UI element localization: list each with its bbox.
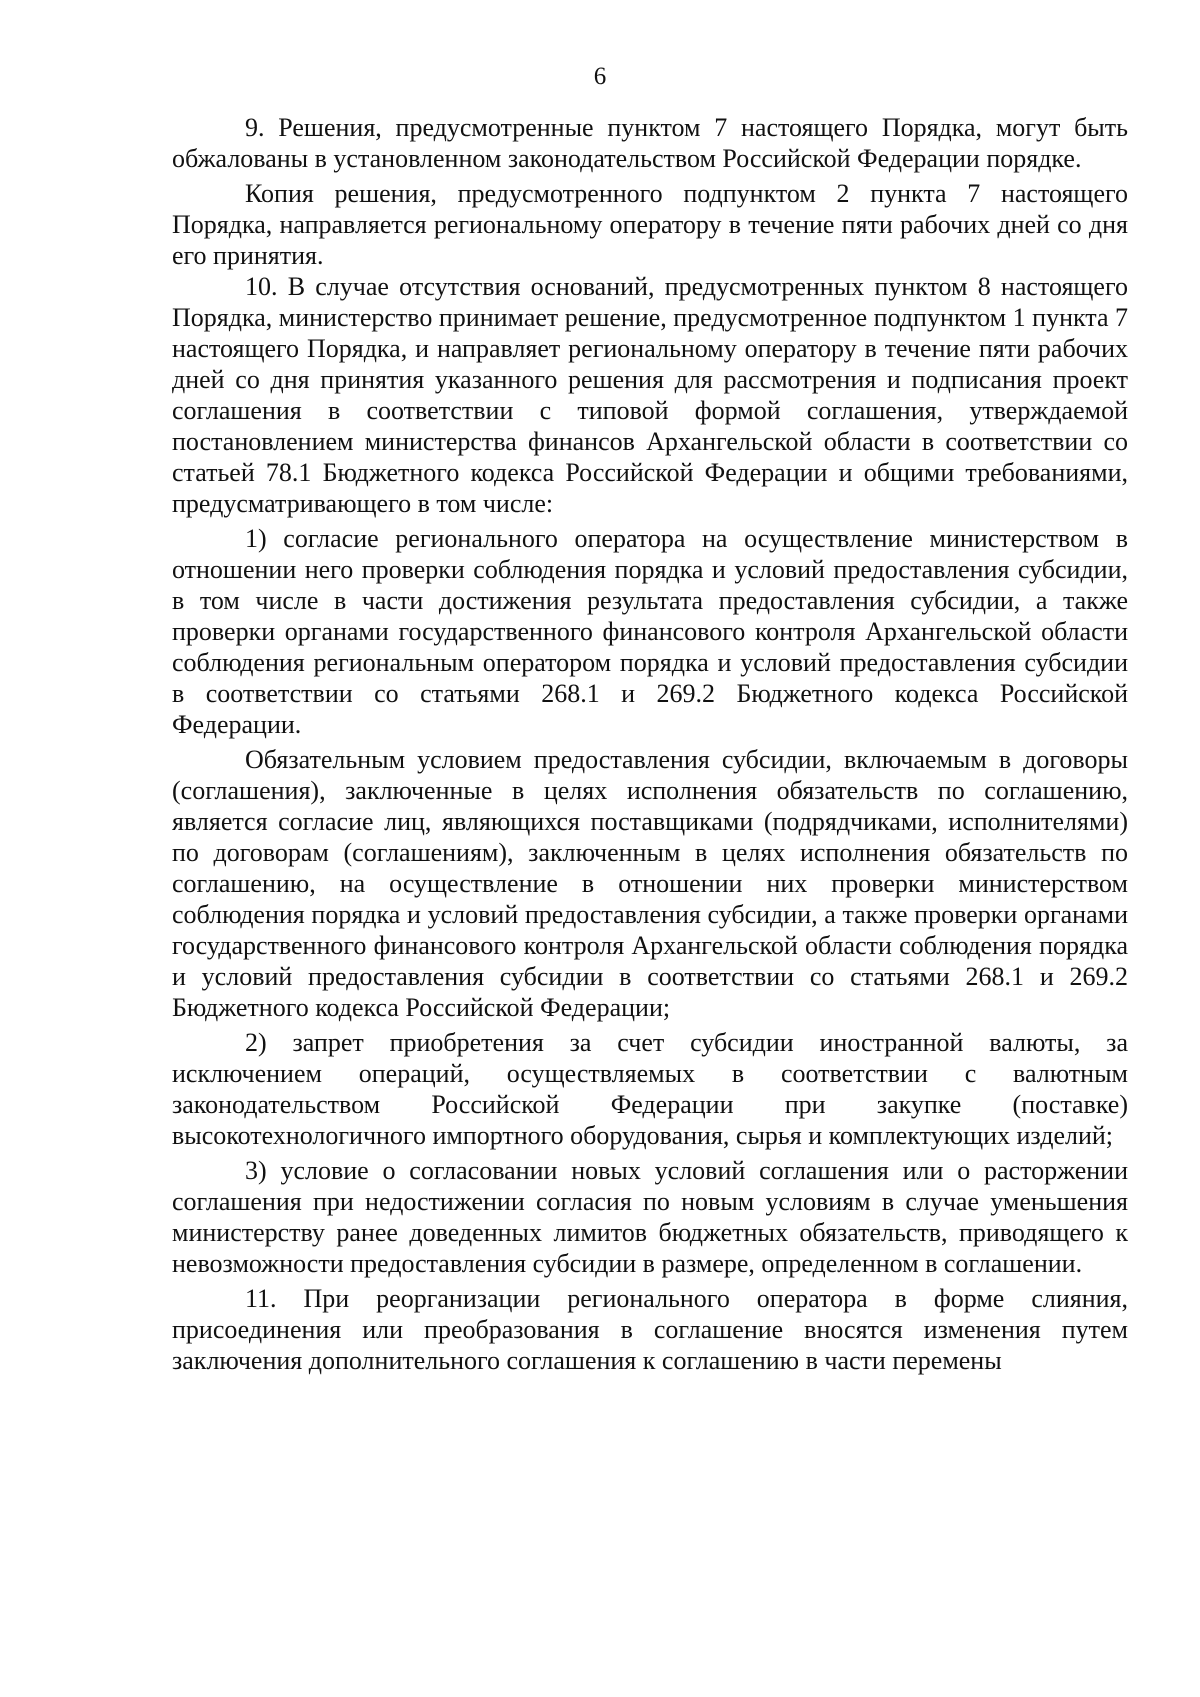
- paragraph-10-mandatory-condition: Обязательным условием предоставления субсидии, включаемым в договоры (соглашения), заключенные в целях исполнения обязательств по соглашению, является согласие лиц, являющихся поставщиками (подрядчиками, исполнителями) по договорам (соглашениям), заключенным в целях исполнения обязательств по соглашению, на осуществление в отношении них проверки министерством соблюдения порядка и условий предоставления субсидии, а также проверки органами государственного финансового контроля Архангельской области соблюдения порядка и условий предоставления субсидии в соответствии со статьями 268.1 и 269.2 Бюджетного кодекса Российской Федерации;: [172, 745, 1128, 1022]
- document-body: [172, 112, 1128, 1376]
- paragraph-10-item-2: 2) запрет приобретения за счет субсидии иностранной валюты, за исключением операций, осуществляемых в соответствии с валютным законодательством Российской Федерации при закупке (поставке) высокотехнологичного импортного оборудования, сырья и комплектующих изделий;: [172, 1028, 1128, 1150]
- paragraph-9: 9. Решения, предусмотренные пунктом 7 настоящего Порядка, могут быть обжалованы в установленном законодательством Российской Федерации порядке.: [172, 113, 1128, 173]
- paragraph-10: 10. В случае отсутствия оснований, предусмотренных пунктом 8 настоящего Порядка, министерство принимает решение, предусмотренное подпунктом 1 пункта 7 настоящего Порядка, и направляет региональному оператору в течение пяти рабочих дней со дня принятия указанного решения для рассмотрения и подписания проект соглашения в соответствии с типовой формой соглашения, утверждаемой постановлением министерства финансов Архангельской области в соответствии со статьей 78.1 Бюджетного кодекса Российской Федерации и общими требованиями, предусматривающего в том числе:: [172, 272, 1128, 518]
- paragraph-10-item-1: 1) согласие регионального оператора на осуществление министерством в отношении него проверки соблюдения порядка и условий предоставления субсидии, в том числе в части достижения результата предоставления субсидии, а также проверки органами государственного финансового контроля Архангельской области соблюдения региональным оператором порядка и условий предоставления субсидии в соответствии со статьями 268.1 и 269.2 Бюджетного кодекса Российской Федерации.: [172, 524, 1128, 739]
- page-number: 6: [593, 63, 607, 90]
- paragraph-9-copy: Копия решения, предусмотренного подпунктом 2 пункта 7 настоящего Порядка, направляется региональному оператору в течение пяти рабочих дней со дня его принятия.: [172, 179, 1128, 270]
- paragraph-10-item-3: 3) условие о согласовании новых условий соглашения или о расторжении соглашения при недостижении согласия по новым условиям в случае уменьшения министерству ранее доведенных лимитов бюджетных обязательств, приводящего к невозможности предоставления субсидии в размере, определенном в соглашении.: [172, 1156, 1128, 1278]
- paragraph-11: 11. При реорганизации регионального оператора в форме слияния, присоединения или преобразования в соглашение вносятся изменения путем заключения дополнительного соглашения к соглашению в части перемены: [172, 1284, 1128, 1375]
